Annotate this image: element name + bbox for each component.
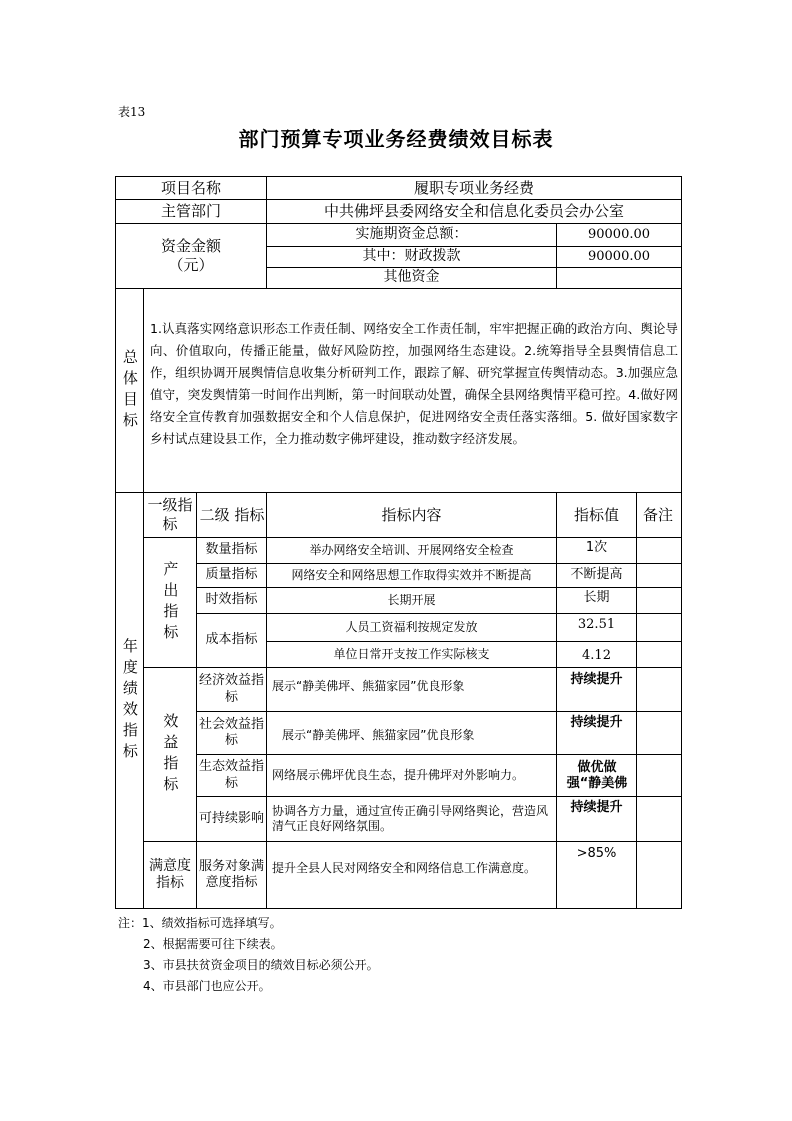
document-title: 部门预算专项业务经费绩效目标表: [238, 127, 554, 151]
output-label-cell: [144, 538, 196, 667]
benefit-row-value: 持续提升: [570, 714, 623, 730]
funds-total-label: 实施期资金总额：: [355, 226, 468, 243]
output-row-content: 长期开展: [387, 593, 436, 607]
funds-total-value: 90000.00: [587, 226, 651, 242]
funds-fiscal-value: 90000.00: [587, 248, 651, 264]
note-line-1: 注：1、绩效指标可选择填写。: [118, 916, 282, 930]
benefit-label: 效益指标: [161, 712, 180, 797]
project-name-value: 履职专项业务经费: [413, 178, 534, 197]
funds-other-value: [557, 268, 681, 288]
satisfaction-row-content: 提升全县人民对网络安全和网络信息工作满意度。: [272, 860, 537, 875]
header-note: 备注: [642, 505, 673, 524]
output-row-name: 成本指标: [205, 632, 258, 648]
satisfaction-row-value: >85%: [576, 845, 617, 861]
output-row-value: 1次: [585, 539, 608, 555]
table-number: 表13: [118, 105, 146, 119]
benefit-row-name: 经济效益指标: [199, 673, 265, 705]
funds-label-line1: 资金金额: [160, 237, 221, 256]
note-line-2: 2、根据需要可往下续表。: [143, 937, 283, 951]
output-row-value: 4.12: [582, 648, 611, 664]
funds-label-line2: （元）: [168, 256, 214, 274]
note-line-4: 4、市县部门也应公开。: [143, 979, 271, 993]
benefit-row-content: 展示“静美佛坪、熊猫家园”优良形象: [282, 727, 475, 742]
note-line-3: 3、市县扶贫资金项目的绩效目标必须公开。: [143, 958, 379, 972]
dept-label: 主管部门: [160, 202, 221, 221]
output-row-content: 举办网络安全培训、开展网络安全检查: [309, 543, 514, 557]
overall-goals-text: 1.认真落实网络意识形态工作责任制、网络安全工作责任制，牢牢把握正确的政治方向、舆论导向、价值取向，传播正能量，做好风险防控，加强网络生态建设。2.统筹指导全县舆情信息工作，组织协调开展舆情信息收集分析研判工作，跟踪了解、研究掌握宣传舆情动态。3.加强应急值守，突发舆情第一时间作出判断，第一时间联动处置，确保全县网络舆情平稳可控。4.做好网络安全宣传教育加强数据安全和个人信息保护，促进网络安全责任落实落细。5. 做好国家数字乡村试点建设县工作，全力推动数字佛坪建设，推动数字经济发展。: [150, 321, 678, 446]
satisfaction-label: 满意度指标: [149, 857, 191, 891]
output-row-content: 人员工资福利按规定发放: [345, 620, 478, 634]
output-row-content: 网络安全和网络思想工作取得实效并不断提高: [291, 568, 532, 582]
output-row-content: 单位日常开支按工作实际核支: [333, 647, 490, 661]
benefit-row-value: 做优做强“静美佛: [566, 759, 628, 791]
funds-other-label: 其他资金: [383, 269, 440, 286]
benefit-row-value: 持续提升: [570, 799, 623, 815]
benefit-row-name: 社会效益指标: [199, 716, 265, 748]
annual-label: 年度绩效指标: [120, 637, 139, 764]
header-content: 指标内容: [381, 505, 442, 524]
annual-label-cell: [116, 493, 143, 908]
benefit-row-name: 可持续影响: [199, 810, 265, 826]
output-row-name: 质量指标: [205, 567, 258, 583]
benefit-label-cell: [144, 668, 196, 841]
benefit-row-value: 持续提升: [570, 671, 623, 687]
overall-label-cell: [116, 289, 143, 492]
output-row-value: 32.51: [577, 616, 616, 632]
header-level2: 二级 指标: [199, 505, 265, 524]
benefit-row-content: 协调各方力量，通过宣传正确引导网络舆论，营造风清气正良好网络氛围。: [272, 804, 549, 833]
header-level1: 一级指标: [147, 496, 193, 533]
output-label: 产出指标: [161, 560, 180, 645]
benefit-row-content: 展示“静美佛坪、熊猫家园”优良形象: [272, 678, 465, 693]
benefit-row-content: 网络展示佛坪优良生态，提升佛坪对外影响力。: [272, 768, 525, 782]
output-row-value: 不断提高: [570, 567, 623, 583]
funds-label: [116, 224, 266, 288]
output-row-name: 时效指标: [205, 592, 258, 608]
benefit-row-name: 生态效益指标: [199, 759, 265, 791]
overall-label: 总体目标: [120, 348, 139, 433]
dept-value: 中共佛坪县委网络安全和信息化委员会办公室: [323, 202, 624, 221]
header-value: 指标值: [573, 505, 619, 524]
project-name-label: 项目名称: [160, 178, 221, 197]
output-row-value: 长期: [583, 589, 610, 605]
satisfaction-row-name: 服务对象满意度指标: [199, 858, 265, 890]
funds-fiscal-label: 其中：财政拨款: [362, 248, 461, 265]
output-row-name: 数量指标: [205, 542, 258, 558]
